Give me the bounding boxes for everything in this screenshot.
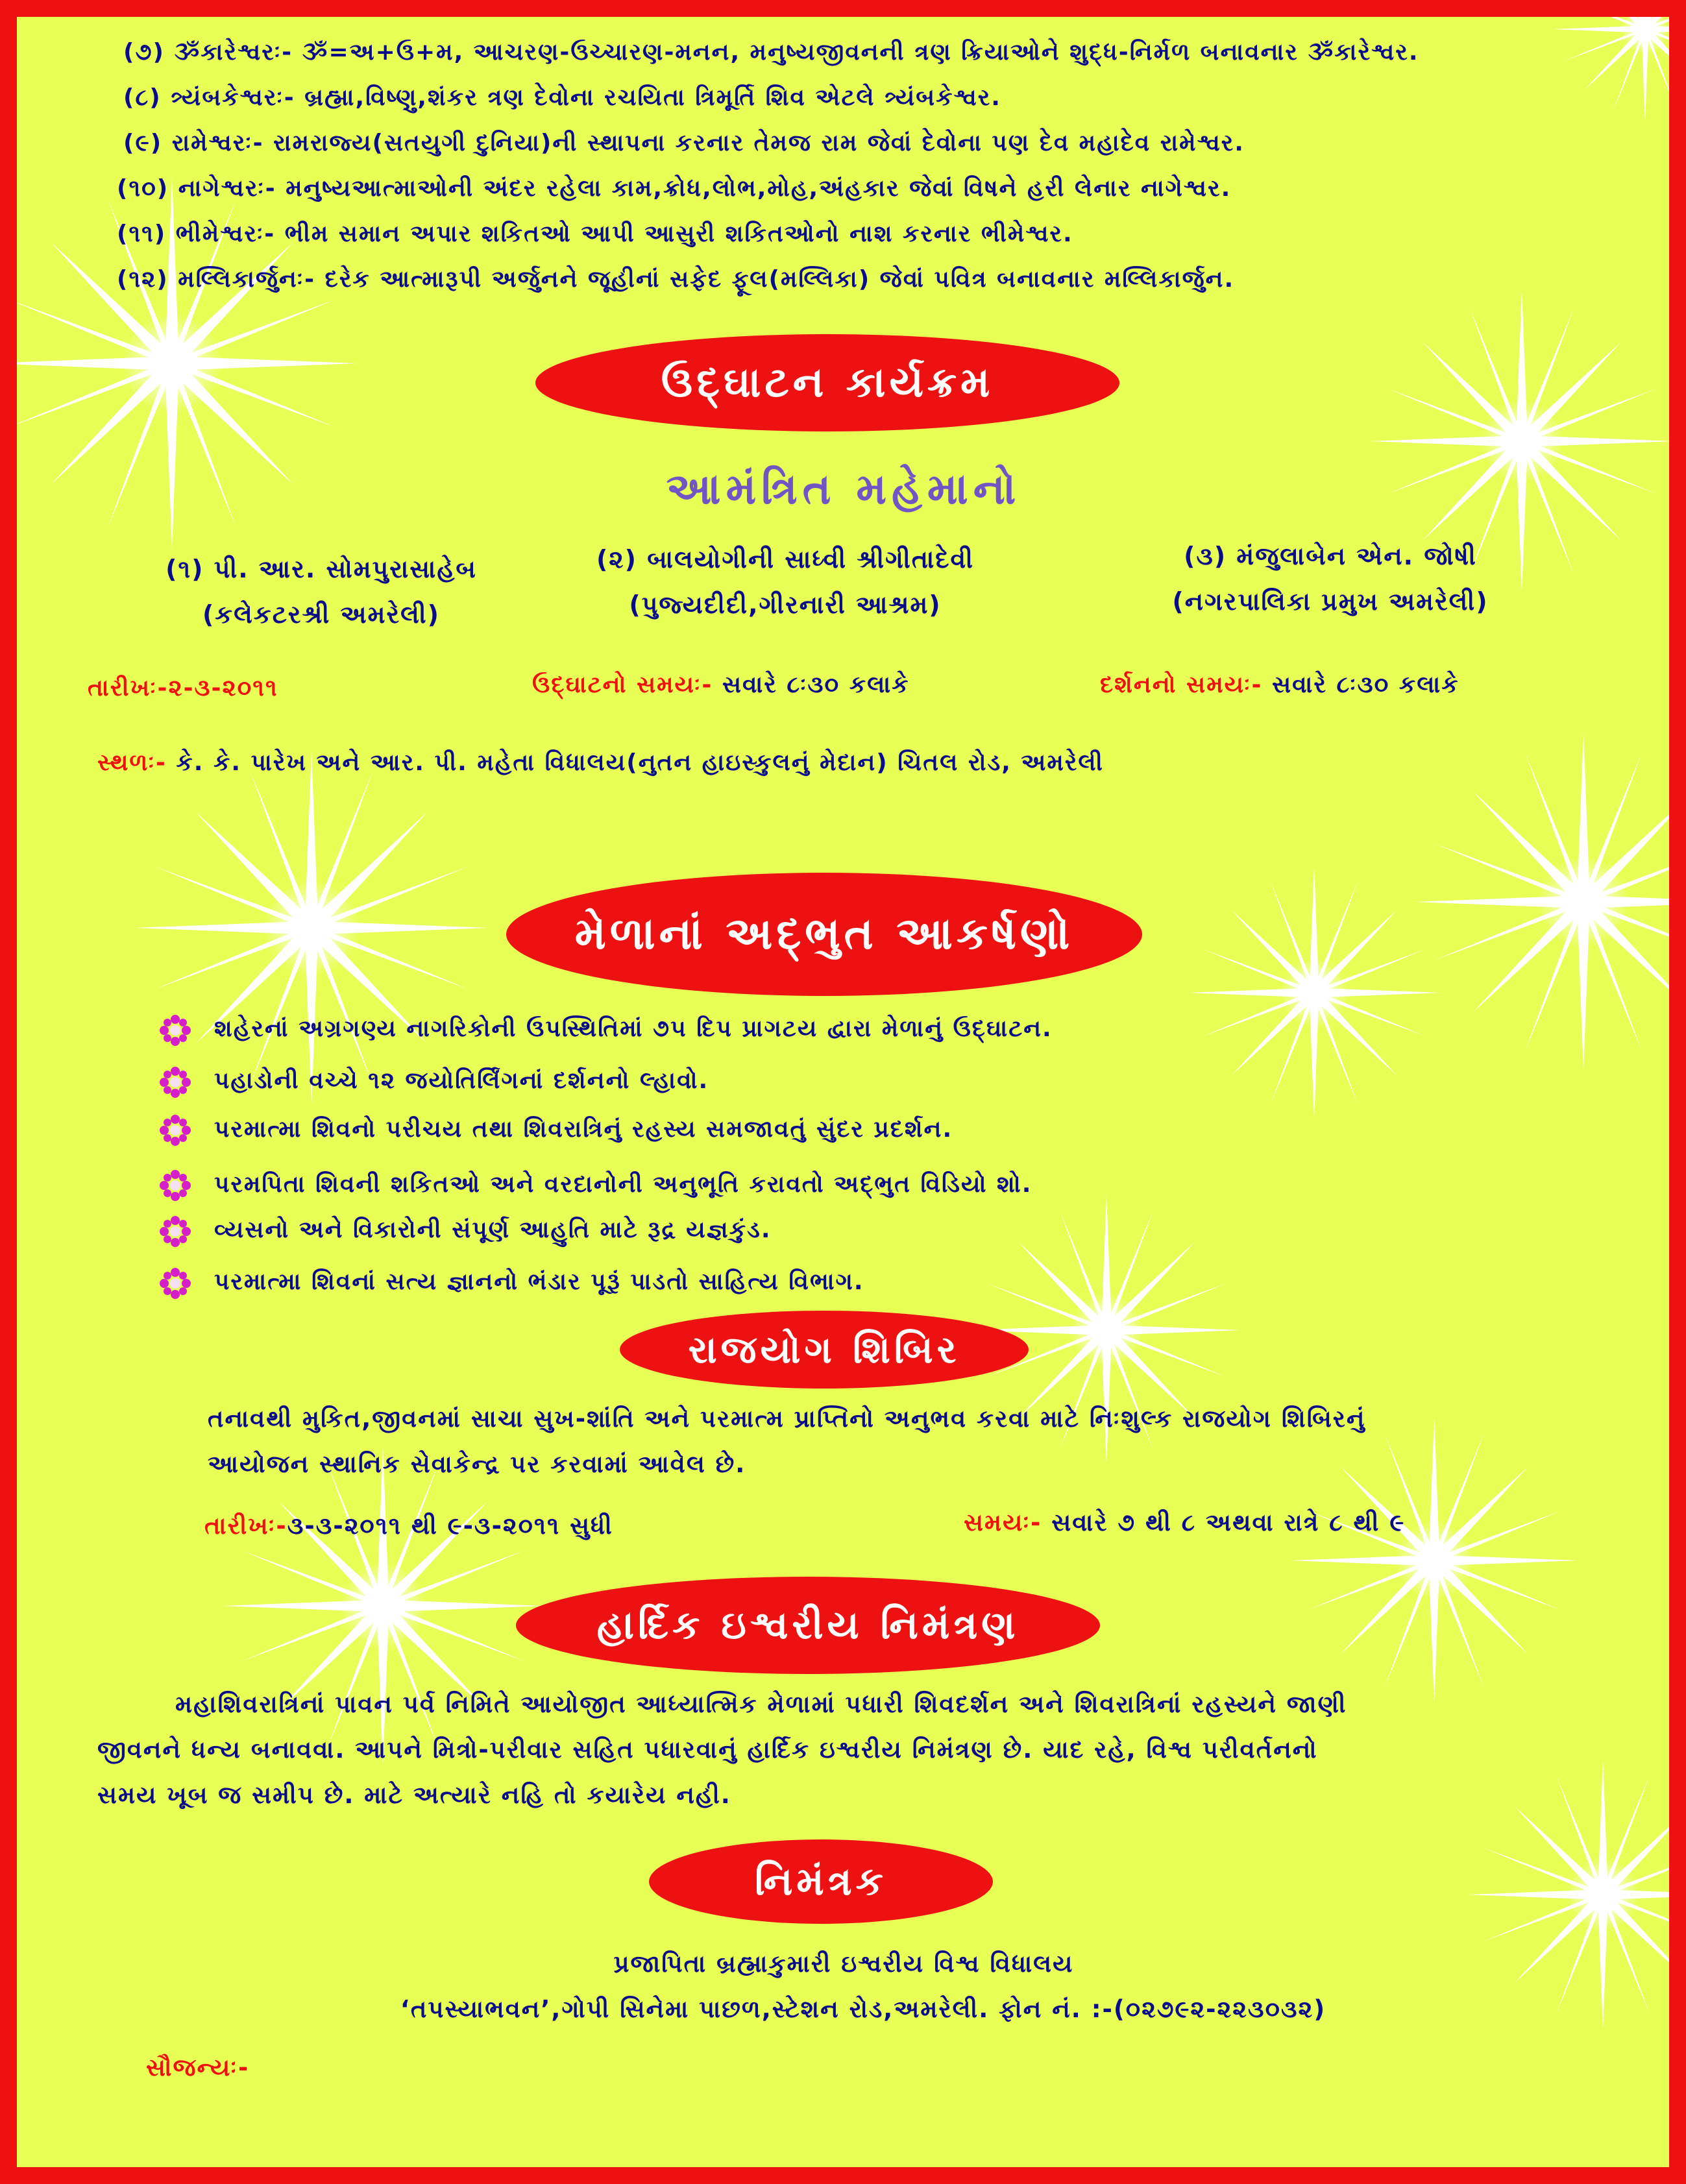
date-label: તારીખઃ-: [204, 1512, 287, 1540]
list-item: (૭) ૐકારેશ્વરઃ- ૐ=અ+ઉ+મ, આચરણ-ઉચ્ચારણ-મનન, મનુષ્યજીવનની ત્રણ ક્રિયાઓને શુદ્ધ-નિર્મળ બનાવનાર ૐકારેશ્વર.: [123, 39, 1419, 66]
guest-3-name: (૩) મંજુલાબેન એન. જોષી: [1184, 542, 1477, 570]
inviter-heading: નિમંત્રક: [649, 1839, 993, 1924]
flower-bullet-icon: [159, 1014, 191, 1047]
date-value: ૨-૩-૨૦૧૧: [168, 675, 278, 701]
flower-bullet-icon: [159, 1066, 191, 1098]
list-item: (૧૦) નાગેશ્વરઃ- મનુષ્યઆત્માઓની અંદર રહેલા કામ,ક્રોધ,લોભ,મોહ,અંહકાર જેવાં વિષને હરી લેનાર નાગેશ્વર.: [117, 175, 1232, 202]
attraction-item: પરમપિતા શિવની શકિતઓ અને વરદાનોની અનુભૂતિ કરાવતો અદ્‌ભુત વિડિયો શો.: [214, 1171, 1032, 1198]
rajyoga-time: [964, 1509, 1405, 1537]
list-item: (૧૨) મલ્લિકાર્જુનઃ- દરેક આત્મારૂપી અર્જુનને જૂહીનાં સફેદ ફૂલ(મલ્લિકા) જેવાં પવિત્ર બનાવનાર મલ્લિકાર્જુન.: [117, 266, 1235, 293]
guest-1-role: (કલેકટરશ્રી અમરેલી): [202, 600, 441, 629]
darshan-label: દર્શનનો સમયઃ-: [1100, 672, 1263, 698]
guest-2-role: (પુજ્યદીદી,ગીરનારી આશ્રમ): [629, 590, 942, 619]
time-label: સમયઃ-: [964, 1509, 1042, 1536]
attractions-heading: મેળાનાં અદ્‌ભુત આકર્ષણો: [506, 873, 1142, 996]
inauguration-date: [88, 675, 278, 702]
guest-2-name: (૨) બાલયોગીની સાધ્વી શ્રીગીતાદેવી: [596, 545, 975, 574]
invitation-line-1: મહાશિવરાત્રિનાં પાવન પર્વ નિમિતે આયોજીત આધ્યાત્મિક મેળામાં પધારી શિવદર્શન અને શિવરાત્રિનાં રહસ્યને જાણી: [175, 1690, 1347, 1718]
rajyoga-heading: રાજયોગ શિબિર: [620, 1311, 1029, 1389]
attraction-item: પહાડોની વચ્ચે ૧૨ જયોતિર્લિંગનાં દર્શનનો લ્હાવો.: [214, 1067, 709, 1094]
date-value: ૩-૩-૨૦૧૧ થી ૯-૩-૨૦૧૧ સુધી: [287, 1512, 613, 1540]
attraction-item: શહેરનાં અગ્રગણ્ય નાગરિકોની ઉપસ્થિતિમાં ૭૫ દિપ પ્રાગટય દ્વારા મેળાનું ઉદ્‌ઘાટન.: [214, 1015, 1053, 1042]
guest-3-role: (નગરપાલિકા પ્રમુખ અમરેલી): [1172, 587, 1489, 616]
list-item: (૯) રામેશ્વરઃ- રામરાજ્ય(સતયુગી દુનિયા)ની સ્થાપના કરનાર તેમજ રામ જેવાં દેવોના પણ દેવ મહાદેવ રામેશ્વર.: [123, 130, 1245, 156]
time-label: ઉદ્‌ઘાટનો સમયઃ-: [532, 672, 713, 698]
darshan-time: [1100, 672, 1460, 699]
invitation-line-2: જીવનને ધન્ય બનાવવા. આપને મિત્રો-પરીવાર સહિત પધારવાનું હાર્દિક ઇશ્વરીય નિમંત્રણ છે. યાદ રહે, વિશ્વ પરીવર્તનનો: [97, 1736, 1318, 1764]
flower-bullet-icon: [159, 1169, 191, 1202]
rajyoga-line-2: આયોજન સ્થાનિક સેવાકેન્દ્ર પર કરવામાં આવેલ છે.: [208, 1450, 746, 1478]
inviter-address: ‘તપસ્યાભવન’,ગોપી સિનેમા પાછળ,સ્ટેશન રોડ,અમરેલી. ફોન નં. :-(૦૨૭૯૨-૨૨૩૦૩૨): [400, 1995, 1326, 2023]
list-item: (૮) ત્ર્યંબકેશ્વરઃ- બ્રહ્મા,વિષ્ણુ,શંકર ત્રણ દેવોના રચયિતા ત્રિમૂર્તિ શિવ એટલે ત્ર્યંબકેશ્વર.: [123, 84, 1001, 111]
inviter-org: પ્રજાપિતા બ્રહ્માકુમારી ઇશ્વરીય વિશ્વ વિધાલય: [613, 1950, 1074, 1978]
list-item: (૧૧) ભીમેશ્વરઃ- ભીમ સમાન અપાર શકિતઓ આપી આસુરી શકિતઓનો નાશ કરનાર ભીમેશ્વર.: [117, 221, 1073, 247]
attraction-item: પરમાત્મા શિવનો પરીચય તથા શિવરાત્રિનું રહસ્ય સમજાવતું સુંદર પ્રદર્શન.: [214, 1116, 953, 1143]
flower-bullet-icon: [159, 1114, 191, 1147]
courtesy-label: સૌજન્યઃ-: [146, 2054, 250, 2081]
invitation-heading: હાર્દિક ઇશ્વરીય નિમંત્રણ: [516, 1577, 1100, 1674]
invitation-line-3: સમય ખૂબ જ સમીપ છે. માટે અત્યારે નહિ તો કયારેય નહી.: [97, 1781, 731, 1809]
date-label: તારીખઃ-: [88, 675, 169, 701]
venue: [97, 749, 1104, 777]
venue-value: કે. કે. પારેખ અને આર. પી. મહેતા વિધાલય(નુતન હાઇસ્કુલનું મેદાન) ચિતલ રોડ, અમરેલી: [176, 749, 1104, 776]
rajyoga-date: [204, 1512, 613, 1540]
flower-bullet-icon: [159, 1215, 191, 1248]
inauguration-time: [532, 672, 910, 699]
flower-bullet-icon: [159, 1267, 191, 1300]
guest-1-name: (૧) પી. આર. સોમપુરાસાહેબ: [165, 555, 477, 583]
time-value: સવારે ૮ઃ૩૦ કલાકે: [722, 672, 910, 698]
rajyoga-line-1: તનાવથી મુકિત,જીવનમાં સાચા સુખ-શાંતિ અને પરમાત્મ પ્રાપ્તિનો અનુભવ કરવા માટે નિઃશુલ્ક રાજયોગ શિબિરનું: [208, 1405, 1366, 1433]
time-value: સવારે ૭ થી ૮ અથવા રાત્રે ૮ થી ૯: [1051, 1509, 1406, 1536]
attraction-item: પરમાત્મા શિવનાં સત્ય જ્ઞાનનો ભંડાર પૂરૂં પાડતો સાહિત્ય વિભાગ.: [214, 1268, 864, 1295]
venue-label: સ્થળઃ-: [97, 749, 167, 776]
darshan-value: સવારે ૮ઃ૩૦ કલાકે: [1271, 672, 1460, 698]
inauguration-heading: ઉદ્‌ઘાટન કાર્યક્રમ: [535, 334, 1119, 431]
guests-heading: આમંત્રિત મહેમાનો: [666, 464, 1021, 514]
attraction-item: વ્યસનો અને વિકારોની સંપૂર્ણ આહુતિ માટે રૂદ્ર યજ્ઞકુંડ.: [214, 1217, 772, 1243]
